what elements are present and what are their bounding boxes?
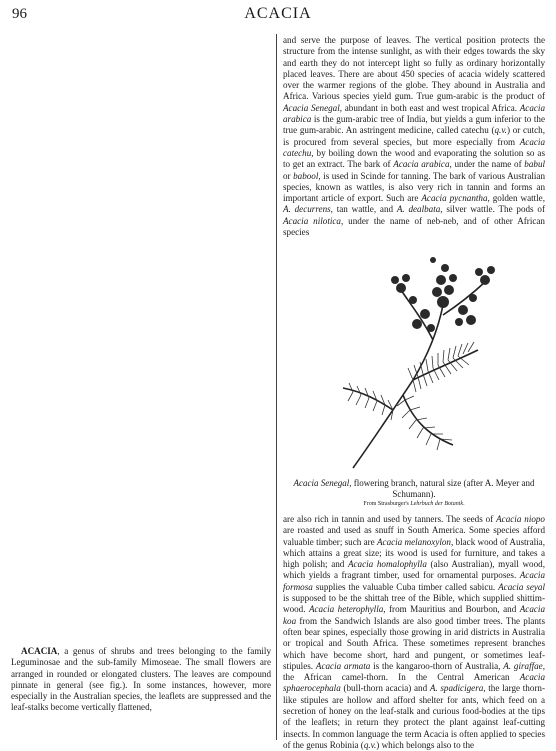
paragraph-uses: are also rich in tannin and used by tanners. The seeds of Acacia niopo are roasted and used as snuff in South America. Some species afford valuable timber; such are Acacia melanoxylon, black wood of Australia, which attains a great size; its wood is used for furniture, and takes a high polish; and Acacia homalophylla (also Australian), myall wood, which yields a fragrant timber, used for ornamental purposes. Acacia formosa supplies the valuable Cuba timber called sabicu. Acacia seyal is supposed to be the shittah tree of the Bible, which supplied shittim-wood. Acacia heterophylla, from Mauritius and Bourbon, and Acacia koa from the Sandwich Islands are also good timber trees. The plants often bear spines, especially those growing in arid districts in Australia or tropical and South Africa. These sometimes represent branches which have become short, hard and pungent, or sometimes leaf-stipules. Acacia armata is the kangaroo-thorn of Australia, A. giraffae, the African camel-thorn. In the Central American Acacia sphaerocephala (bull-thorn acacia) and A. spadicigera, the large thorn-like stipules are hollow and afford shelter for ants, which feed on a secretion of honey on the leaf-stalk and curious food-bodies at the tips of the leaflets; in return they protect the plant against leaf-cutting insects. In common language the term Acacia is often applied to species of the genus Robinia (q.v.) which belongs also to the [283,514,546,750]
figure-credit: From Strasburger's Lehrbuch der Botanik. [363,501,465,507]
headword: ACACIA [21,646,58,656]
left-column [11,646,271,714]
paragraph-acacia-intro: ACACIA, a genus of shrubs and trees belonging to the family Leguminosae and the sub-family Mimoseae. The small flowers are arranged in rounded or elongated clusters. The leaves are compound pinnate in general (see fig.). In some instances, however, more especially in the Australian species, the leaflets are suppressed and the leaf-stalks become vertically flattened, [11,646,271,713]
running-title: ACACIA [244,5,312,22]
acacia-branch-illustration [313,250,513,474]
figure-caption: Acacia Senegal, flowering branch, natural size (after A. Meyer and Schumann). From Strasburger's Lehrbuch der Botanik. [283,478,545,510]
page-number: 96 [12,6,27,22]
right-column-top [283,35,545,238]
acacia-figure [283,250,545,508]
column-divider [276,34,277,740]
paragraph-leaf-structure: and serve the purpose of leaves. The vertical position protects the structure from the intense sunlight, as with their edges towards the sky and earth they do not intercept light so fully as ordinary horizontally placed leaves. There are about 450 species of acacia widely scattered over the warmer regions of the globe. They abound in Australia and Africa. Various species yield gum. True gum-arabic is the product of Acacia Senegal, abundant in both east and west tropical Africa. Acacia arabica is the gum-arabic tree of India, but yields a gum inferior to the true gum-arabic. An astringent medicine, called catechu (q.v.) or cutch, is procured from several species, but more especially from Acacia catechu, by boiling down the wood and evaporating the solution so as to get an extract. The bark of Acacia arabica, under the name of babul or babool, is used in Scinde for tanning. The bark of various Australian species, known as wattles, is also very rich in tannin and forms an important article of export. Such are Acacia pycnantha, golden wattle, A. decurrens, tan wattle, and A. dealbata, silver wattle. The pods of Acacia nilotica, under the name of neb-neb, and of other African species [283,35,546,238]
right-column-bottom [283,514,545,751]
